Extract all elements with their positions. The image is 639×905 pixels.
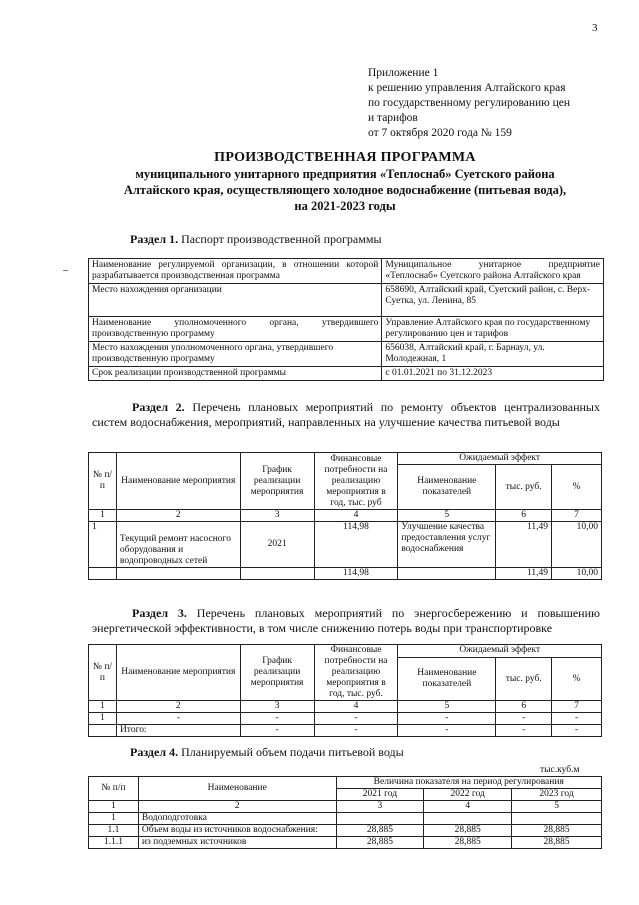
table-row <box>89 713 602 725</box>
colnum: 4 <box>314 510 398 522</box>
header-name: Наименование <box>138 777 336 801</box>
page-number: 3 <box>592 22 598 34</box>
passport-cell: Срок реализации производственной программы <box>89 367 382 381</box>
passport-cell: Наименование уполномоченного органа, утвердившего производственную программу <box>89 317 382 342</box>
title-line: на 2021-2023 годы <box>294 199 396 213</box>
section2-heading <box>92 400 600 430</box>
appendix-line: Приложение 1 <box>368 67 439 79</box>
colnum: 7 <box>552 510 602 522</box>
section1-label: Раздел 1. <box>130 232 179 246</box>
cell: - <box>496 713 552 725</box>
table-row <box>89 259 604 284</box>
row-value: 28,885 <box>512 825 602 837</box>
header-period: Величина показателя на период регулирования <box>336 777 601 789</box>
table-row <box>89 813 602 825</box>
total-finance: 114,98 <box>314 568 398 580</box>
total-empty <box>89 725 117 737</box>
header-percent: % <box>552 465 602 510</box>
colnum: 5 <box>512 801 602 813</box>
section4-label: Раздел 4. <box>130 745 179 759</box>
appendix-block <box>368 66 618 141</box>
document-title <box>60 150 630 214</box>
appendix-line: по государственному регулированию цен <box>368 97 571 109</box>
header-num: № п/п <box>89 645 117 701</box>
colnum: 4 <box>314 701 398 713</box>
row-name: Водоподготовка <box>138 813 336 825</box>
total-empty <box>89 568 117 580</box>
unit-label: тыс.куб.м <box>540 765 580 775</box>
total-empty <box>398 568 496 580</box>
cell: - <box>398 713 496 725</box>
header-indicator: Наименование показателей <box>398 658 496 701</box>
cell-schedule: 2021 <box>240 522 314 568</box>
cell: - <box>116 713 240 725</box>
energy-saving-table <box>88 644 602 737</box>
header-finance: Финансовые потребности на реализацию мероприятия в год, тыс. руб. <box>314 645 398 701</box>
row-value: 28,885 <box>512 837 602 849</box>
header-thousand: тыс. руб. <box>496 465 552 510</box>
colnum: 3 <box>240 701 314 713</box>
cell: - <box>398 725 496 737</box>
colnum: 6 <box>496 510 552 522</box>
cell: - <box>240 713 314 725</box>
header-year: 2023 год <box>512 789 602 801</box>
cell: 1 <box>89 713 117 725</box>
colnum: 2 <box>138 801 336 813</box>
total-empty <box>240 568 314 580</box>
header-name: Наименование мероприятия <box>116 453 240 510</box>
colnum: 1 <box>89 801 139 813</box>
cell: - <box>496 725 552 737</box>
colnum: 7 <box>552 701 602 713</box>
passport-cell: Наименование регулируемой организации, в отношении которой разрабатывается производственная программа <box>89 259 382 284</box>
colnum: 5 <box>398 510 496 522</box>
header-num: № п/п <box>89 453 117 510</box>
total-thousand: 11,49 <box>496 568 552 580</box>
table-row <box>89 317 604 342</box>
cell: - <box>240 725 314 737</box>
header-effect: Ожидаемый эффект <box>398 645 602 658</box>
table-row <box>89 284 604 317</box>
colnum: 2 <box>116 701 240 713</box>
section3-heading <box>92 606 600 636</box>
table-header-row <box>89 453 602 465</box>
table-row <box>89 367 604 381</box>
row-num: 1.1 <box>89 825 139 837</box>
colnum: 6 <box>496 701 552 713</box>
appendix-line: от 7 октября 2020 года № 159 <box>368 127 512 139</box>
table-row <box>89 342 604 367</box>
passport-cell: 658690, Алтайский край, Суетский район, с. Верх-Суетка, ул. Ленина, 85 <box>382 284 604 317</box>
colnum: 5 <box>398 701 496 713</box>
table-row <box>89 825 602 837</box>
header-finance: Финансовые потребности на реализацию мероприятия в год, тыс. руб <box>314 453 398 510</box>
header-name: Наименование мероприятия <box>116 645 240 701</box>
appendix-line: к решению управления Алтайского края <box>368 82 566 94</box>
colnum: 3 <box>240 510 314 522</box>
passport-cell: Место нахождения уполномоченного органа, утвердившего производственную программу <box>89 342 382 367</box>
cell: - <box>314 725 398 737</box>
row-value <box>512 813 602 825</box>
title-line: Алтайского края, осуществляющего холодное водоснабжение (питьевая вода), <box>123 183 567 197</box>
row-name: Объем воды из источников водоснабжения: <box>138 825 336 837</box>
column-number-row <box>89 801 602 813</box>
title-line: муниципального унитарного предприятия «Теплоснаб» Суетского района <box>135 167 555 181</box>
colnum: 1 <box>89 701 117 713</box>
cell: - <box>552 725 602 737</box>
section1-heading <box>130 232 382 247</box>
colnum: 4 <box>424 801 512 813</box>
total-row <box>89 725 602 737</box>
section4-heading <box>130 745 404 760</box>
repair-measures-table <box>88 452 602 580</box>
cell-name: Текущий ремонт насосного оборудования и водопроводных сетей <box>116 522 240 568</box>
title-line: ПРОИЗВОДСТВЕННАЯ ПРОГРАММА <box>214 150 476 165</box>
section2-text: Перечень плановых мероприятий по ремонту объектов централизованных систем водоснабжения, мероприятий, направленных на улучшение качества питьевой воды <box>92 400 600 429</box>
passport-cell: 656038, Алтайский край, г. Барнаул, ул. Молодежная, 1 <box>382 342 604 367</box>
column-number-row <box>89 510 602 522</box>
row-num: 1 <box>89 813 139 825</box>
header-effect: Ожидаемый эффект <box>398 453 602 465</box>
row-value <box>424 813 512 825</box>
row-value <box>336 813 424 825</box>
water-supply-volume-table <box>88 776 602 849</box>
appendix-line: и тарифов <box>368 112 418 124</box>
table-row <box>89 837 602 849</box>
cell-num: 1 <box>89 522 117 568</box>
section1-text: Паспорт производственной программы <box>181 232 382 246</box>
passport-table <box>88 258 604 381</box>
row-name: из подземных источников <box>138 837 336 849</box>
section3-text: Перечень плановых мероприятий по энергосбережению и повышению энергетической эффективности, в том числе снижению потерь воды при транспортировке <box>92 606 600 635</box>
cell: - <box>552 713 602 725</box>
header-percent: % <box>552 658 602 701</box>
header-indicator: Наименование показателей <box>398 465 496 510</box>
header-num: № п/п <box>89 777 139 801</box>
passport-cell: Управление Алтайского края по государственному регулированию цен и тарифов <box>382 317 604 342</box>
header-schedule: График реализации мероприятия <box>240 453 314 510</box>
table-header-row <box>89 645 602 658</box>
header-schedule: График реализации мероприятия <box>240 645 314 701</box>
total-empty <box>116 568 240 580</box>
colnum: 1 <box>89 510 117 522</box>
colnum: 3 <box>336 801 424 813</box>
section2-label: Раздел 2. <box>132 400 185 414</box>
passport-cell: Место нахождения организации <box>89 284 382 317</box>
cell-finance: 114,98 <box>314 522 398 568</box>
row-value: 28,885 <box>424 825 512 837</box>
cell-indicator: Улучшение качества предоставления услуг водоснабжения <box>398 522 496 568</box>
passport-cell: с 01.01.2021 по 31.12.2023 <box>382 367 604 381</box>
total-label: Итого: <box>116 725 240 737</box>
total-row <box>89 568 602 580</box>
margin-mark <box>63 270 68 271</box>
colnum: 2 <box>116 510 240 522</box>
header-year: 2021 год <box>336 789 424 801</box>
cell-percent: 10,00 <box>552 522 602 568</box>
passport-cell: Муниципальное унитарное предприятие «Теплоснаб» Суетского района Алтайского края <box>382 259 604 284</box>
table-row <box>89 522 602 568</box>
cell-thousand: 11,49 <box>496 522 552 568</box>
row-value: 28,885 <box>336 825 424 837</box>
column-number-row <box>89 701 602 713</box>
header-thousand: тыс. руб. <box>496 658 552 701</box>
section4-text: Планируемый объем подачи питьевой воды <box>181 745 404 759</box>
header-year: 2022 год <box>424 789 512 801</box>
row-value: 28,885 <box>424 837 512 849</box>
row-num: 1.1.1 <box>89 837 139 849</box>
row-value: 28,885 <box>336 837 424 849</box>
table-header-row <box>89 777 602 789</box>
cell: - <box>314 713 398 725</box>
section3-label: Раздел 3. <box>132 606 187 620</box>
total-percent: 10,00 <box>552 568 602 580</box>
